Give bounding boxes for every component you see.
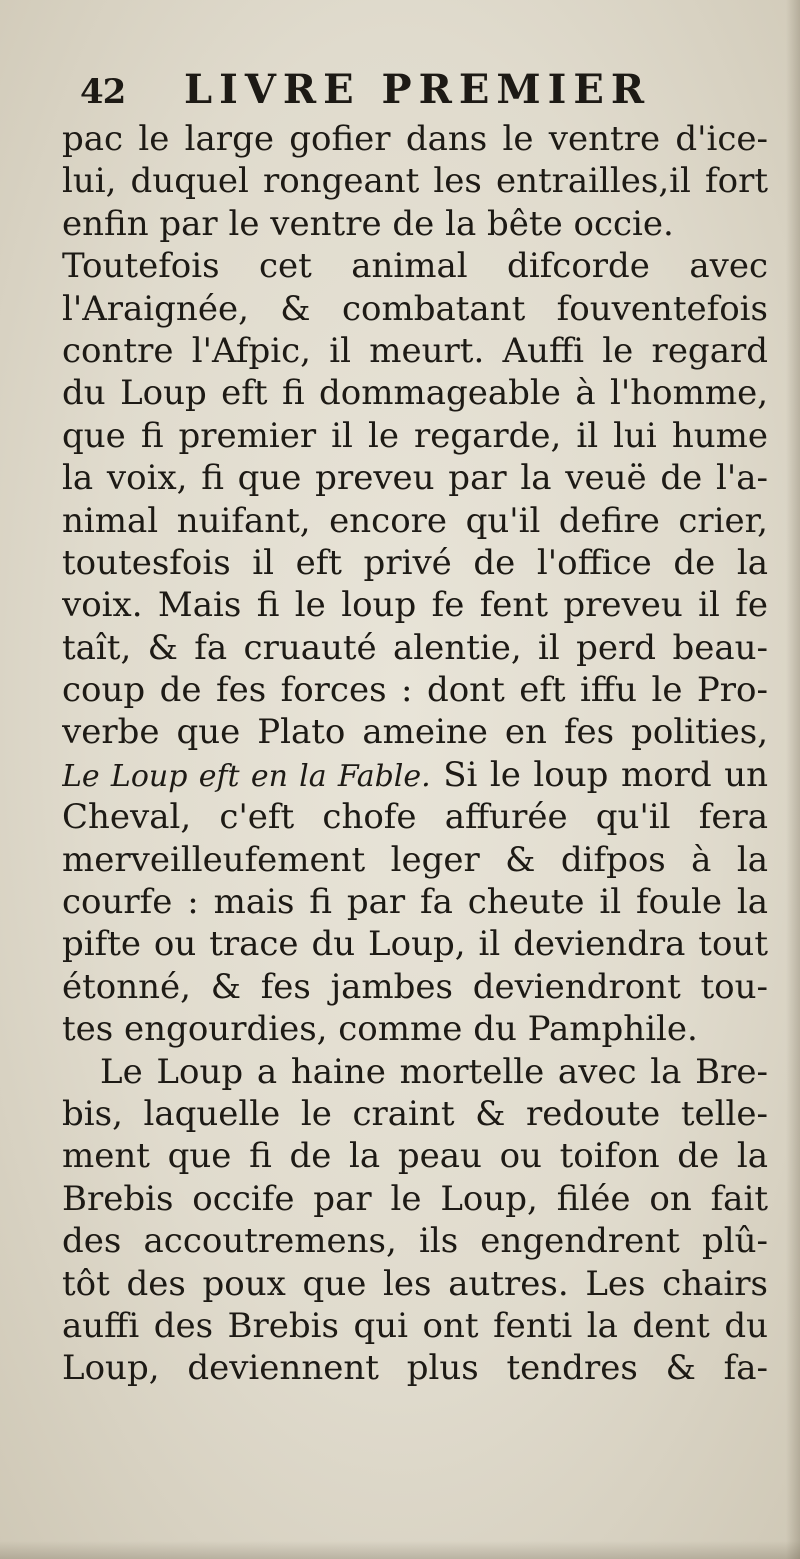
text-line: coup de fes forces : dont eft iffu le Pro- [62,670,768,711]
text-line: nimal nuifant, encore qu'il defire crier, [62,500,768,541]
text-line: bis, laquelle le craint & redoute telle- [62,1093,768,1134]
text-line: pac le large gofier dans le ventre d'ice- [62,119,768,159]
running-head: LIVRE PREMIER [184,66,652,113]
text-line: taît, & fa cruauté alentie, il perd beau- [62,627,768,668]
text-line: contre l'Afpic, il meurt. Auffi le regard [62,330,768,371]
text-line: Toutefois cet animal difcorde avec [62,246,768,287]
text-line: l'Araignée, & combatant fouventefois [62,288,768,329]
text-line: étonné, & fes jambes deviendront tou- [62,966,768,1007]
text-line: merveilleufement leger & difpos à la [62,839,768,880]
text-line: enfin par le ventre de la bête occie. [62,203,674,244]
text-line: pifte ou trace du Loup, il deviendra tout [62,924,768,965]
text-line: Cheval, c'eft chofe affurée qu'il fera [62,797,768,838]
text-line: du Loup eft fi dommageable à l'homme, [62,373,768,414]
text-line: tôt des poux que les autres. Les chairs [62,1263,768,1304]
text-line: lui, duquel rongeant les entrailles,il fort [62,161,768,202]
text-line: des accoutremens, ils engendrent plû- [62,1221,768,1262]
text-line: tes engourdies, comme du Pamphile. [62,1009,698,1050]
text-line: Loup, deviennent plus tendres & fa- [62,1348,768,1389]
text-line: auffi des Brebis qui ont fenti la dent du [62,1305,768,1346]
page-edge-shadow [786,0,800,1559]
text-line: toutesfois il eft privé de l'office de la [62,542,768,583]
italic-proverb: Le Loup eft en la Fable. [62,758,431,794]
body-text [62,118,768,1390]
page-number: 42 [80,72,126,112]
page-bottom-shadow [0,1541,800,1559]
text-line: ment que fi de la peau ou toifon de la [62,1136,768,1177]
text-line: voix. Mais fi le loup fe fent preveu il fe [62,585,768,626]
text-line: courfe : mais fi par fa cheute il foule la [62,882,768,923]
text-line: Le Loup a haine mortelle avec la Bre- [100,1051,768,1092]
text-line-with-italic [62,754,768,796]
text-fragment: Si le loup mord un [443,754,768,795]
page-header [80,66,740,116]
text-line: Brebis occife par le Loup, filée on fait [62,1178,768,1219]
text-line: la voix, fi que preveu par la veuë de l'a- [62,458,768,499]
text-line: que fi premier il le regarde, il lui hume [62,415,768,456]
text-line: verbe que Plato ameine en fes polities, [62,712,768,753]
